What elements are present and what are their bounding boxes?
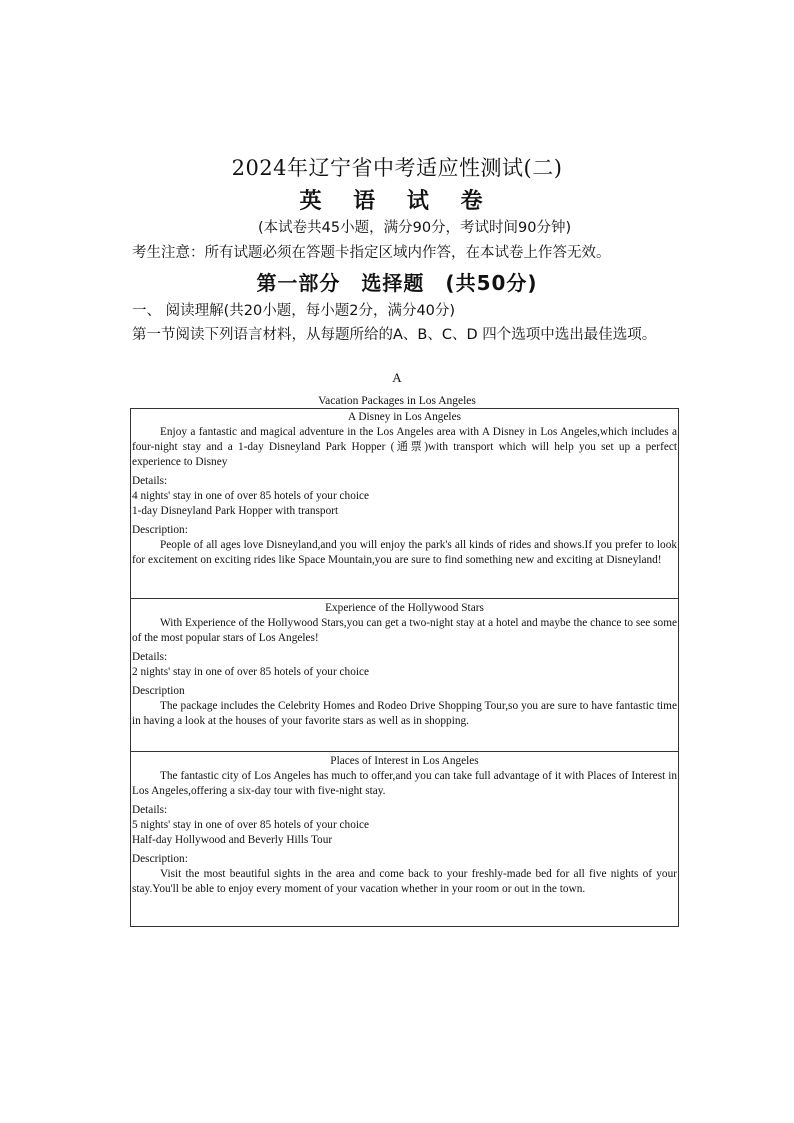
part-title: 第一部分 选择题 (共50分) <box>256 271 538 295</box>
details-label: Details: <box>132 651 168 663</box>
passage-letter: A <box>392 370 402 385</box>
package-name: Experience of the Hollywood Stars <box>325 602 484 614</box>
package-intro: With Experience of the Hollywood Stars,you can get a two-night stay at a hotel and maybe the chance to see some of the most popular stars of Los Angeles! <box>132 617 677 644</box>
package-block <box>131 601 678 729</box>
package-description: People of all ages love Disneyland,and you will enjoy the park's all kinds of rides and shows.If you prefer to look for excitement on exciting rides like Space Mountain,you are sure to find something new and exciting at Disneyland! <box>132 539 677 566</box>
row-divider <box>131 751 678 752</box>
details-label: Details: <box>132 804 168 816</box>
packages-table <box>130 408 679 927</box>
description-label: Description <box>132 685 185 697</box>
package-description: Visit the most beautiful sights in the area and come back to your freshly-made bed for all five nights of your stay.You'll be able to enjoy every moment of your vacation whether in your room or out in the town. <box>132 868 677 895</box>
subject-title: 英 语 试 卷 <box>299 189 495 214</box>
package-description: The package includes the Celebrity Homes and Rodeo Drive Shopping Tour,so you are sure to have fantastic time in having a look at the houses of your favorite stars as well as in shopping. <box>132 700 677 727</box>
description-label: Description: <box>132 853 188 865</box>
package-name: A Disney in Los Angeles <box>348 411 461 423</box>
row-divider <box>131 598 678 599</box>
passage-title: Vacation Packages in Los Angeles <box>318 395 476 407</box>
detail-item: 5 nights' stay in one of over 85 hotels of your choice <box>132 819 370 831</box>
exam-title: 2024年辽宁省中考适应性测试(二) <box>231 156 563 180</box>
detail-item: 1-day Disneyland Park Hopper with transport <box>132 505 339 517</box>
candidate-notice: 考生注意：所有试题必须在答题卡指定区域内作答，在本试卷上作答无效。 <box>132 245 611 261</box>
package-name: Places of Interest in Los Angeles <box>330 755 479 767</box>
detail-item: 2 nights' stay in one of over 85 hotels of your choice <box>132 666 370 678</box>
package-intro: Enjoy a fantastic and magical adventure in the Los Angeles area with A Disney in Los Angeles,which includes a four-night stay and a 1-day Disneyland Park Hopper (通票)with transport which will help you set up a perfect experience to Disney <box>132 426 677 468</box>
section-instruction: 第一节阅读下列语言材料，从每题所给的A、B、C、D 四个选项中选出最佳选项。 <box>132 327 657 343</box>
package-intro: The fantastic city of Los Angeles has much to offer,and you can take full advantage of it with Places of Interest in Los Angeles,offering a six-day tour with five-night stay. <box>132 770 677 797</box>
package-block <box>131 754 678 897</box>
section-heading: 一、 阅读理解(共20小题，每小题2分，满分40分) <box>132 303 456 319</box>
detail-item: 4 nights' stay in one of over 85 hotels of your choice <box>132 490 370 502</box>
exam-info: (本试卷共45小题，满分90分，考试时间90分钟) <box>258 220 572 236</box>
description-label: Description: <box>132 524 188 536</box>
detail-item: Half-day Hollywood and Beverly Hills Tour <box>132 834 333 846</box>
details-label: Details: <box>132 475 168 487</box>
package-block <box>131 410 678 568</box>
